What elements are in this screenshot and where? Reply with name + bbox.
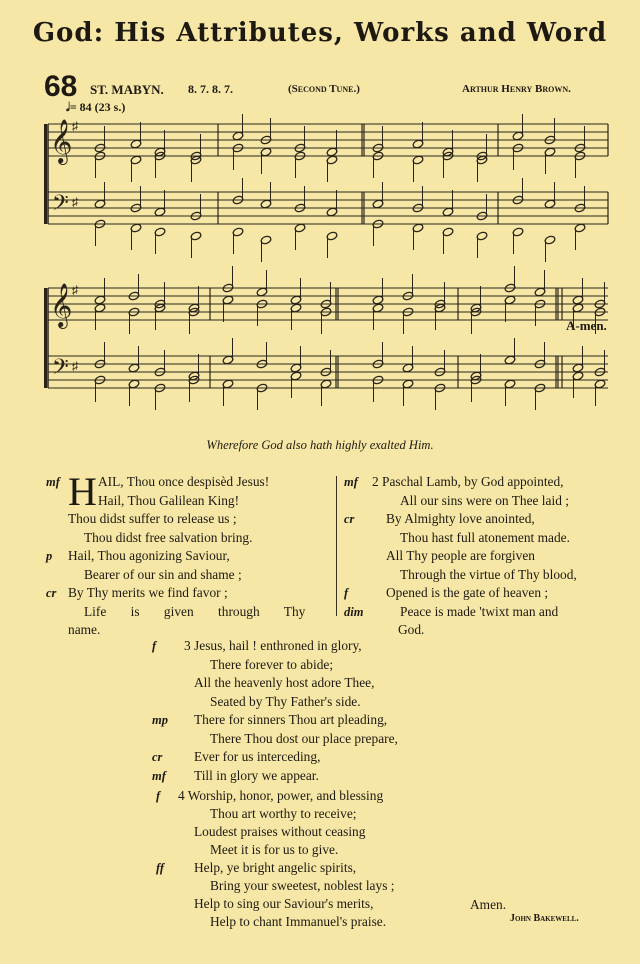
verse-line: All the heavenly host adore Thee, — [194, 675, 375, 690]
treble-clef-icon: 𝄞 — [50, 283, 73, 327]
system-2-bracket — [44, 288, 47, 388]
verse-line: 2 Paschal Lamb, by God appointed, — [372, 474, 564, 489]
verse-line: By Thy merits we find favor ; — [68, 585, 228, 600]
hymn-number: 68 — [44, 70, 78, 103]
dynamic-marking: f — [344, 586, 349, 600]
bass-clef-icon: 𝄢 — [52, 355, 69, 385]
sharp-icon: ♯ — [72, 119, 78, 133]
sharp-icon: ♯ — [72, 359, 78, 373]
verse-line: There for sinners Thou art pleading, — [194, 712, 388, 727]
dynamic-marking: mf — [152, 768, 166, 783]
verse-line: Bearer of our sin and shame ; — [84, 566, 242, 582]
verse-line: Peace is made 'twixt man and — [400, 603, 559, 619]
tempo-text: = 84 (23 s.) — [69, 100, 126, 114]
verse-line: There forever to abide; — [210, 656, 334, 672]
verse-line: Hail, Thou agonizing Saviour, — [68, 548, 230, 563]
dynamic-marking: cr — [152, 750, 163, 764]
system-1-bracket — [44, 124, 47, 224]
verse-line: name. — [68, 622, 101, 637]
music-score — [0, 0, 640, 420]
final-amen: Amen. — [470, 897, 507, 912]
verse-line: Ever for us interceding, — [194, 749, 321, 764]
second-tune-label: (Second Tune.) — [288, 83, 360, 95]
epigraph: Wherefore God also hath highly exalted Him. — [206, 438, 434, 452]
amen-label: A-men. — [566, 318, 607, 333]
verse-line: Bring your sweetest, noblest lays ; — [210, 878, 395, 893]
dynamic-marking: p — [46, 549, 53, 563]
treble-clef-icon: 𝄞 — [50, 119, 73, 163]
composer: Arthur Henry Brown. — [462, 83, 571, 95]
sharp-icon: ♯ — [72, 283, 78, 297]
meter: 8. 7. 8. 7. — [188, 82, 233, 96]
verse-line: By Almighty love anointed, — [386, 511, 535, 526]
verse-line: Thou hast full atonement made. — [400, 529, 570, 545]
sharp-icon: ♯ — [72, 195, 78, 209]
verse-line: Through the virtue of Thy blood, — [400, 566, 577, 582]
author: John Bakewell. — [510, 913, 579, 924]
verse-line: All Thy people are forgiven — [386, 548, 535, 563]
dynamic-marking: dim — [344, 604, 364, 619]
half-note-icon: 𝅗𝅥 — [66, 100, 70, 114]
bass-clef-icon: 𝄢 — [52, 191, 69, 221]
dynamic-marking: mf — [46, 475, 60, 489]
dynamic-marking: f — [156, 789, 161, 803]
verse-line: Life is given through Thy — [84, 603, 306, 619]
verse-line: Hail, Thou Galilean King! — [98, 492, 240, 508]
verse-line: Till in glory we appear. — [194, 767, 319, 783]
verse-line: Seated by Thy Father's side. — [210, 693, 361, 709]
verse-line: 4 Worship, honor, power, and blessing — [178, 788, 384, 803]
dynamic-marking: mp — [152, 713, 168, 727]
verse-line: Meet it is for us to give. — [210, 842, 339, 857]
dynamic-marking: cr — [46, 586, 57, 600]
tune-name: ST. MABYN. — [90, 82, 164, 97]
verse-line: Thou didst free salvation bring. — [84, 529, 253, 545]
dynamic-marking: mf — [344, 475, 358, 489]
verse-line: God. — [398, 622, 425, 637]
verse-line: All our sins were on Thee laid ; — [400, 492, 569, 508]
page-title: God: His Attributes, Works and Word — [32, 18, 608, 48]
verse-line: Thou didst suffer to release us ; — [68, 511, 237, 526]
verse-line: Help, ye bright angelic spirits, — [194, 860, 357, 875]
verse-line: There Thou dost our place prepare, — [210, 730, 398, 746]
verse-line: 3 Jesus, hail ! enthroned in glory, — [184, 638, 362, 653]
dynamic-marking: cr — [344, 512, 355, 526]
verse-line: Thou art worthy to receive; — [210, 806, 357, 821]
column-divider — [336, 476, 337, 616]
verse-line: AIL, Thou once despisèd Jesus! — [98, 474, 270, 489]
verse-line: Help to sing our Saviour's merits, — [194, 896, 374, 911]
verse-line: Opened is the gate of heaven ; — [386, 585, 549, 600]
dynamic-marking: f — [152, 639, 157, 653]
verse-line: Loudest praises without ceasing — [194, 824, 366, 839]
drop-cap: H — [68, 469, 97, 514]
dynamic-marking: ff — [156, 861, 165, 875]
verse-line: Help to chant Immanuel's praise. — [210, 914, 387, 929]
